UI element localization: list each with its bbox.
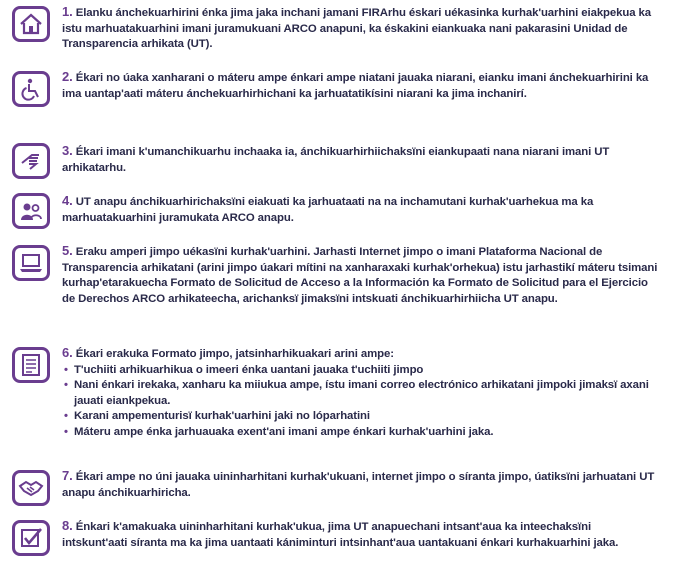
step-body: Ékari ampe no úni jauaka uininharhitani kurhak'ukuani, internet jimpo o síranta jimpo, úatiksïni jarhuatani UT anapu ánchikuarhiricha. — [62, 471, 655, 499]
step-1-text — [62, 4, 659, 53]
step-number: 4. — [62, 193, 73, 208]
step-number: 8. — [62, 518, 73, 533]
step-body: Elanku ánchekuarhirini énka jima jaka inchani jamani FIRArhu éskari uékasinka kurhak'uarhini eiakpekua ka istu marhuatakuarhini imani juramukuani ARCO anapuni, ka éskakini eiankuaka nani pakarasini Unidad de Transparencia arhikata (UT). — [62, 7, 652, 51]
form-icon — [12, 347, 50, 383]
step-number: 7. — [62, 468, 73, 483]
wheelchair-icon — [12, 71, 50, 107]
requirements-list — [62, 363, 659, 441]
step-body: Eraku amperi jimpo uékasïni kurhak'uarhini. Jarhasti Internet jimpo o imani Plataforma Nacional de Transparencia arhikatani (arini jimpo úakari mítini na xanharaxaki kurhak'orhekua) istu jarhastikí máteru tsimani kurhap'etarakuecha Formato de Solicitud de Acceso a la Información ka Formato de Solicitud para el Ejercicio de Derechos ARCO arhikateecha, arichanksï jimaksïni intskuati ánchikuarhirhiicha UT anapu. — [62, 246, 658, 305]
step-body: UT anapu ánchikuarhirichaksïni eiakuati ka jarhuataati na na inchamutani kurhak'uarhekua ma ka marhuatakuarhini juramukata ARCO anapu. — [62, 196, 594, 224]
checkbox-icon — [12, 520, 50, 556]
step-body: Énkari k'amakuaka uininharhitani kurhak'ukua, jima UT anapuechani intsant'aua ka inteechaksïni intskunt'aati síranta ma ka jima uantaati kániminturi intsinhant'aua uantakuani énkari kurhakuarhini jaka. — [62, 521, 619, 549]
step-body: Ékari no úaka xanharani o máteru ampe énkari ampe niatani jauaka niarani, eianku imani ánchekuarhirini ka ima uantap'aati máteru ánchekuarhirhichani ka jarhuatatikísini niarani ka jima inchanirí. — [62, 72, 649, 100]
step-6-text — [62, 345, 659, 441]
step-body: Ékari imani k'umanchikuarhu inchaaka ia, ánchikuarhirhiichaksïni eiankupaati nana niarani imani UT arhikatarhu. — [62, 146, 610, 174]
step-number: 6. — [62, 345, 73, 360]
pointing-hand-icon — [12, 143, 50, 179]
house-icon — [12, 6, 50, 42]
step-number: 1. — [62, 4, 73, 19]
step-2-text — [62, 69, 659, 102]
step-number: 3. — [62, 143, 73, 158]
step-number: 5. — [62, 243, 73, 258]
handshake-icon — [12, 470, 50, 506]
step-4-text — [62, 193, 659, 226]
step-5-text — [62, 243, 659, 307]
step-intro: Ékari erakuka Formato jimpo, jatsinharhikuakari arini ampe: — [75, 348, 394, 360]
list-item: • Nani énkari irekaka, xanharu ka miiukua ampe, ístu imani correo electrónico arhikatani jimpoki jimaksï axani jauati eiankpekua. — [62, 378, 659, 409]
list-item: • T'uchiiti arhikuarhikua o imeeri énka uantani jauaka t'uchiiti jimpo — [62, 363, 659, 379]
laptop-icon — [12, 245, 50, 281]
step-number: 2. — [62, 69, 73, 84]
step-8-text — [62, 518, 659, 551]
step-3-text — [62, 143, 659, 176]
list-item: • Karani ampementurisï kurhak'uarhini jaki no lóparhatini — [62, 409, 659, 425]
list-item: • Máteru ampe énka jarhuauaka exent'ani imani ampe énkari kurhak'uarhini jaka. — [62, 425, 659, 441]
people-icon — [12, 193, 50, 229]
step-7-text — [62, 468, 659, 501]
